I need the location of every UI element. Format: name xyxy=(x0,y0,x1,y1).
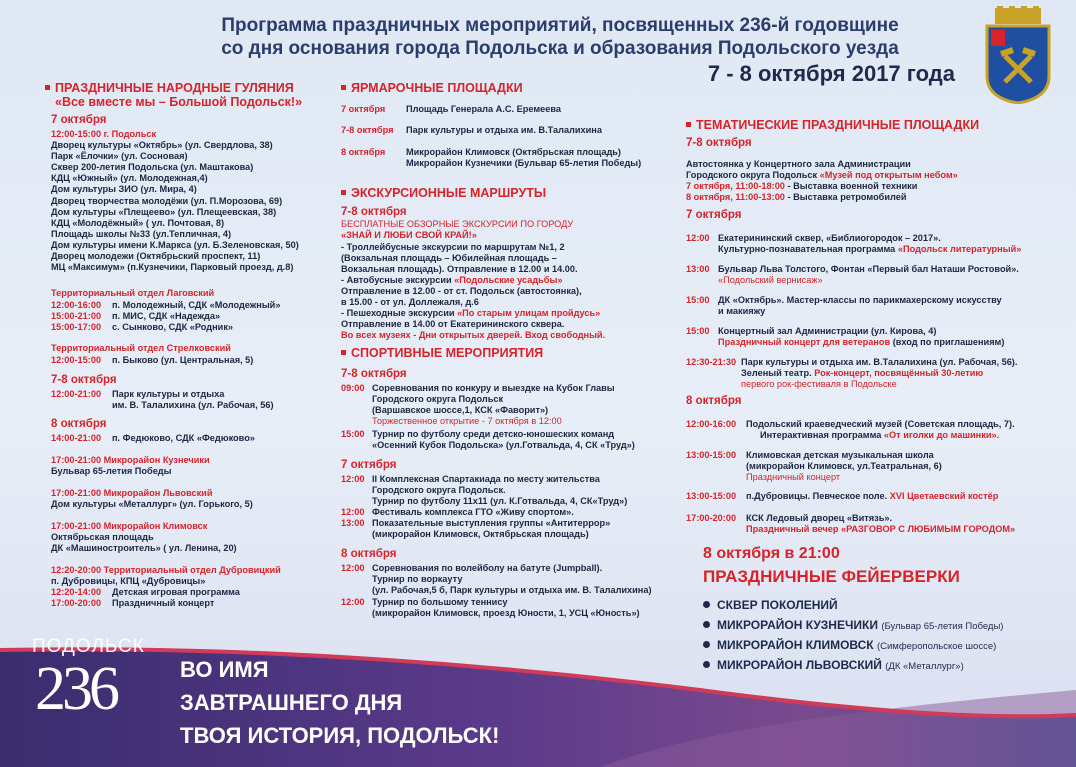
sport-time-5: 13:00 xyxy=(341,518,365,528)
theme-b1b-text: Культурно-познавательная программа xyxy=(718,244,898,254)
fed-time: 14:00-21:00 xyxy=(51,433,102,443)
col1-venue-item: Дворец культуры «Октябрь» (ул. Свердлова, 38) xyxy=(51,140,273,150)
col1-venue-item: Дворец молодежи (Октябрьский проспект, 11) xyxy=(51,251,261,261)
lvov-venue: Дом культуры «Металлург» (ул. Горького, 5) xyxy=(51,499,253,509)
lvov-heading: 17:00-21:00 Микрорайон Львовский xyxy=(51,488,213,498)
excursion-title-2: «ЗНАЙ И ЛЮБИ СВОЙ КРАЙ!» xyxy=(341,230,477,240)
theme-b5c: первого рок-фестиваля в Подольске xyxy=(741,379,897,389)
excursion-line-11: Во всех музеях - Дни открытых дверей. Вход свободный. xyxy=(341,330,606,340)
sport-event-5b: (микрорайон Климовск, Октябрьская площадь) xyxy=(372,529,589,539)
sport-event-1: Соревнования по конкуру и выездке на Кубок Главы xyxy=(372,383,615,393)
str-heading: Территориальный отдел Стрелковский xyxy=(51,343,231,353)
sport-event-3b: Городского округа Подольск. xyxy=(372,485,506,495)
theme-c4b: Праздничный вечер «РАЗГОВОР С ЛЮБИМЫМ ГОРОДОМ» xyxy=(746,524,1016,534)
dub-heading: 12:20-20:00 Территориальный отдел Дубровицкий xyxy=(51,565,281,575)
sport-event-6c: (ул. Рабочая,5 б, Парк культуры и отдыха им. В. Талалихина) xyxy=(372,585,652,595)
col1-date-78: 7-8 октября xyxy=(51,374,117,386)
bullet-icon xyxy=(703,641,710,648)
col1-venue-item: Дом культуры «Плещеево» (ул. Плещеевская, 38) xyxy=(51,206,277,217)
fireworks-item-place: (ДК «Металлург») xyxy=(885,661,964,672)
sport-event-1d: Торжественное открытие - 7 октября в 12:00 xyxy=(372,416,562,426)
footer-city: ПОДОЛЬСК xyxy=(32,636,145,657)
col1-time-1: 12:00-15:00 г. Подольск xyxy=(51,129,157,139)
sport-event-7b: (микрорайон Климовск, проезд Юности, 1, УСЦ «Юность») xyxy=(372,608,640,618)
col1-venue-item: Сквер 200-летия Подольска (ул. Маштакова) xyxy=(51,162,254,173)
col1-venue-item: КДЦ «Южный» (ул. Молодежная,4) xyxy=(51,173,208,184)
klim-heading: 17:00-21:00 Микрорайон Климовск xyxy=(51,521,208,531)
theme-c2: Климовская детская музыкальная школа xyxy=(746,450,934,460)
sport-time-2: 15:00 xyxy=(341,429,365,439)
bullet-icon xyxy=(703,621,710,628)
podolsk-coat-of-arms-icon xyxy=(983,6,1053,104)
sport-event-7: Турнир по большому теннису xyxy=(372,597,508,607)
sport-event-5: Показательные выступления группы «Антитеррор» xyxy=(372,518,611,528)
lag-venue-3: с. Сынково, СДК «Родник» xyxy=(112,322,234,332)
theme-a2-venue: Городского округа Подольск xyxy=(686,170,820,180)
sport-event-6b: Турнир по воркауту xyxy=(372,574,463,584)
excursion-line-6 xyxy=(341,275,562,286)
theme-b2-time: 13:00 xyxy=(686,264,710,274)
lag-heading: Территориальный отдел Лаговский xyxy=(51,288,215,298)
sport-event-1b: Городского округа Подольск xyxy=(372,394,504,404)
theme-b5b-name: Рок-концерт, посвящённый 30-летию xyxy=(814,368,984,378)
sport-date-2: 7 октября xyxy=(341,459,397,471)
theme-b1-time: 12:00 xyxy=(686,233,710,243)
col1-date-7: 7 октября xyxy=(51,114,107,126)
fair-venue-4: Микрорайон Кузнечики (Бульвар 65-летия Победы) xyxy=(406,158,642,168)
excursion-line-10: Отправление в 14.00 от Екатерининского сквера. xyxy=(341,319,565,329)
sport-time-7: 12:00 xyxy=(341,597,365,607)
theme-a3-text: - Выставка военной техники xyxy=(784,181,918,191)
lag-time-2: 15:00-21:00 xyxy=(51,311,102,321)
sport-time-4: 12:00 xyxy=(341,507,365,517)
dub-time-2: 17:00-20:00 xyxy=(51,598,102,608)
dub-venue: п. Дубровицы, КПЦ «Дубровицы» xyxy=(51,576,206,586)
theme-date-2: 7 октября xyxy=(686,209,742,221)
fireworks-heading: ПРАЗДНИЧНЫЕ ФЕЙЕРВЕРКИ xyxy=(703,567,960,586)
theme-c1b-text: Интерактивная программа xyxy=(760,430,884,440)
sport-time-6: 12:00 xyxy=(341,563,365,573)
str-time: 12:00-15:00 xyxy=(51,355,102,365)
sport-event-2b: «Осенний Кубок Подольска» (ул.Готвальда, 4, СК «Труд») xyxy=(372,440,635,450)
dub-event-2: Праздничный концерт xyxy=(112,598,215,608)
theme-c3-text: п.Дубровицы. Певческое поле. xyxy=(746,491,890,501)
dub-time-1: 12:20-14:00 xyxy=(51,587,102,597)
footer-number: 236 xyxy=(35,655,116,723)
fair-venue-3: Микрорайон Климовск (Октябрьская площадь) xyxy=(406,147,621,157)
excursion-bus-name: «Подольские усадьбы» xyxy=(454,275,563,285)
fair-heading: ЯРМАРОЧНЫЕ ПЛОЩАДКИ xyxy=(351,81,523,95)
fed-venue: п. Федюково, СДК «Федюково» xyxy=(112,433,255,443)
slogan-line-3: ТВОЯ ИСТОРИЯ, ПОДОЛЬСК! xyxy=(180,723,500,748)
sport-event-6: Соревнования по волейболу на батуте (Jumpball). xyxy=(372,563,603,573)
excursion-walk-label: - Пешеходные экскурсии xyxy=(341,308,458,318)
theme-b5b xyxy=(741,368,983,379)
fair-date-3: 8 октября xyxy=(341,147,386,157)
theme-b5-time: 12:30-21:30 xyxy=(686,357,737,367)
park-time: 12:00-21:00 xyxy=(51,389,102,399)
slogan-line-1: ВО ИМЯ xyxy=(180,657,269,682)
sport-time-3: 12:00 xyxy=(341,474,365,484)
sport-event-4: Фестиваль комплекса ГТО «Живу спортом». xyxy=(372,507,574,517)
theme-c1-time: 12:00-16:00 xyxy=(686,419,737,429)
theme-c2-time: 13:00-15:00 xyxy=(686,450,737,460)
theme-heading: ТЕМАТИЧЕСКИЕ ПРАЗДНИЧНЫЕ ПЛОЩАДКИ xyxy=(696,118,980,132)
theme-b1: Екатерининский сквер, «Библиогородок – 2017». xyxy=(718,233,941,243)
fireworks-item xyxy=(703,618,1003,632)
theme-b5b-text: Зеленый театр. xyxy=(741,368,815,378)
kuz-heading: 17:00-21:00 Микрорайон Кузнечики xyxy=(51,455,210,465)
title-line-1: Программа праздничных мероприятий, посвященных 236-й годовщине xyxy=(221,15,899,36)
fireworks-item xyxy=(703,658,964,672)
lag-venue-1: п. Молодежный, СДК «Молодежный» xyxy=(112,300,281,310)
excursion-line-8: в 15.00 - от ул. Доллежаля, д.6 xyxy=(341,297,479,307)
sport-heading: СПОРТИВНЫЕ МЕРОПРИЯТИЯ xyxy=(351,346,544,360)
lag-time-3: 15:00-17:00 xyxy=(51,322,102,332)
col1-venue-item: Дом культуры ЗИО (ул. Мира, 4) xyxy=(51,184,197,195)
fireworks-item-place: (Бульвар 65-летия Победы) xyxy=(881,621,1004,632)
bullet-icon xyxy=(703,601,710,608)
theme-b4b xyxy=(718,337,1004,348)
theme-a4 xyxy=(686,192,906,203)
theme-b1b xyxy=(718,244,1021,255)
klim-venue-1: Октябрьская площадь xyxy=(51,532,154,542)
excursion-bus-label: - Автобусные экскурсии xyxy=(341,275,455,285)
fireworks-item-name: МИКРОРАЙОН ЛЬВОВСКИЙ xyxy=(717,658,882,672)
fireworks-item-name: СКВЕР ПОКОЛЕНИЙ xyxy=(717,598,838,612)
theme-b1b-name: «Подольск литературный» xyxy=(897,244,1022,254)
col1-venue-item: МЦ «Максимум» (п.Кузнечики, Парковый проезд, д.8) xyxy=(51,262,294,273)
theme-b4b-name: Праздничный концерт для ветеранов xyxy=(718,337,891,347)
theme-b3-time: 15:00 xyxy=(686,295,710,305)
fireworks-date: 8 октября в 21:00 xyxy=(703,545,840,562)
theme-c1b-name: «От иголки до машинки». xyxy=(883,430,1000,440)
fireworks-item xyxy=(703,598,838,612)
theme-b2b: «Подольский вернисаж» xyxy=(718,275,823,285)
fair-date-1: 7 октября xyxy=(341,104,386,114)
slogan-line-2: ЗАВТРАШНЕГО ДНЯ xyxy=(180,690,403,715)
theme-c4-time: 17:00-20:00 xyxy=(686,513,737,523)
sport-event-1c: (Варшавское шоссе,1, КСК «Фаворит») xyxy=(372,405,549,415)
theme-a3-time: 7 октября, 11:00-18:00 xyxy=(686,181,785,191)
fireworks-item xyxy=(703,638,996,652)
sport-date-3: 8 октября xyxy=(341,548,397,560)
kuz-venue: Бульвар 65-летия Победы xyxy=(51,466,172,476)
theme-b4-time: 15:00 xyxy=(686,326,710,336)
theme-c3-time: 13:00-15:00 xyxy=(686,491,737,501)
lag-time-1: 12:00-16:00 xyxy=(51,300,102,310)
klim-venue-2: ДК «Машиностроитель» ( ул. Ленина, 20) xyxy=(51,543,237,553)
theme-a4-time: 8 октября, 11:00-13:00 xyxy=(686,192,785,202)
theme-a4-text: - Выставка ретромобилей xyxy=(784,192,907,202)
theme-c3 xyxy=(746,491,998,502)
theme-b5: Парк культуры и отдыха им. В.Талалихина (ул. Рабочая, 56). xyxy=(741,357,1018,367)
theme-c4: КСК Ледовый дворец «Витязь». xyxy=(746,513,892,523)
fireworks-item-name: МИКРОРАЙОН КУЗНЕЧИКИ xyxy=(717,618,878,632)
theme-c3-name: XVI Цветаевский костёр xyxy=(889,491,999,501)
bullet-icon xyxy=(703,661,710,668)
theme-c2c: Праздничный концерт xyxy=(746,472,841,482)
theme-b3b: и макияжу xyxy=(718,306,766,316)
fair-venue-2: Парк культуры и отдыха им. В.Талалихина xyxy=(406,125,602,135)
excursion-line-5: Вокзальная площадь). Отправление в 12.00 и 14.00. xyxy=(341,264,578,274)
fireworks-item-name: МИКРОРАЙОН КЛИМОВСК xyxy=(717,638,874,652)
park-line-2: им. В. Талалихина (ул. Рабочая, 56) xyxy=(112,400,274,410)
lag-venue-2: п. МИС, СДК «Надежда» xyxy=(112,311,221,321)
fireworks-item-place: (Симферопольское шоссе) xyxy=(876,641,997,652)
theme-a2 xyxy=(686,170,958,181)
theme-a3 xyxy=(686,181,917,192)
park-line-1: Парк культуры и отдыха xyxy=(112,389,225,399)
theme-b4: Концертный зал Администрации (ул. Кирова, 4) xyxy=(718,326,937,336)
dub-event-1: Детская игровая программа xyxy=(112,587,240,597)
col1-venue-item: Парк «Ёлочки» (ул. Сосновая) xyxy=(51,151,188,162)
sport-event-2: Турнир по футболу среди детско-юношеских команд xyxy=(372,429,615,439)
title-line-2: со дня основания города Подольска и образования Подольского уезда xyxy=(221,38,899,59)
theme-b4b-note: (вход по приглашениям) xyxy=(890,337,1005,347)
str-venue: п. Быково (ул. Центральная, 5) xyxy=(112,355,254,365)
theme-b2: Бульвар Льва Толстого, Фонтан «Первый бал Наташи Ростовой». xyxy=(718,264,1019,274)
col1-venue-item: Площадь школы №33 (ул.Тепличная, 4) xyxy=(51,228,232,239)
sport-event-3c: Турнир по футболу 11х11 (ул. К.Готвальда, 4, СК«Труд») xyxy=(372,496,628,506)
theme-c1: Подольский краеведческий музей (Советская площадь, 7). xyxy=(746,419,1015,429)
excursion-line-4: (Вокзальная площадь – Юбилейная площадь – xyxy=(341,253,557,263)
excursion-line-9 xyxy=(341,308,600,319)
excursion-walk-name: «По старым улицам пройдусь» xyxy=(457,308,601,318)
col1-subheading: «Все вместе мы – Большой Подольск!» xyxy=(55,95,303,109)
excursion-date: 7-8 октября xyxy=(341,206,407,218)
col1-venue-item: КДЦ «Молодёжный» ( ул. Почтовая, 8) xyxy=(51,217,225,228)
theme-date-1: 7-8 октября xyxy=(686,137,752,149)
theme-c2b: (микрорайон Климовск, ул.Театральная, 6) xyxy=(746,461,942,471)
theme-a1: Автостоянка у Концертного зала Администрации xyxy=(686,159,911,169)
col1-date-8: 8 октября xyxy=(51,418,107,430)
excursion-line-7: Отправление в 12.00 - от ст. Подольск (автостоянка), xyxy=(341,286,582,296)
col1-heading: ПРАЗДНИЧНЫЕ НАРОДНЫЕ ГУЛЯНИЯ xyxy=(55,81,294,95)
theme-b3: ДК «Октябрь». Мастер-классы по парикмахерскому искусству xyxy=(718,295,1002,305)
sport-time-1: 09:00 xyxy=(341,383,365,393)
col1-venue-item: Дом культуры имени К.Маркса (ул. Б.Зеленовская, 50) xyxy=(51,239,299,250)
theme-a2-name: «Музей под открытым небом» xyxy=(819,170,958,180)
fair-venue-1: Площадь Генерала А.С. Еремеева xyxy=(406,104,561,114)
excursion-line-3: - Троллейбусные экскурсии по маршрутам №1, 2 xyxy=(341,242,565,252)
fair-date-2: 7-8 октября xyxy=(341,125,394,135)
excursion-heading: ЭКСКУРСИОННЫЕ МАРШРУТЫ xyxy=(351,186,547,200)
theme-c1b xyxy=(760,430,999,441)
excursion-title-1: БЕСПЛАТНЫЕ ОБЗОРНЫЕ ЭКСКУРСИИ ПО ГОРОДУ xyxy=(341,219,574,229)
col1-venue-item: Дворец творчества молодёжи (ул. П.Морозова, 69) xyxy=(51,195,283,206)
sport-date-1: 7-8 октября xyxy=(341,368,407,380)
theme-date-3: 8 октября xyxy=(686,395,742,407)
title-dates: 7 - 8 октября 2017 года xyxy=(707,61,955,86)
sport-event-3: II Комплексная Спартакиада по месту жительства xyxy=(372,474,600,484)
page-title xyxy=(160,14,960,88)
